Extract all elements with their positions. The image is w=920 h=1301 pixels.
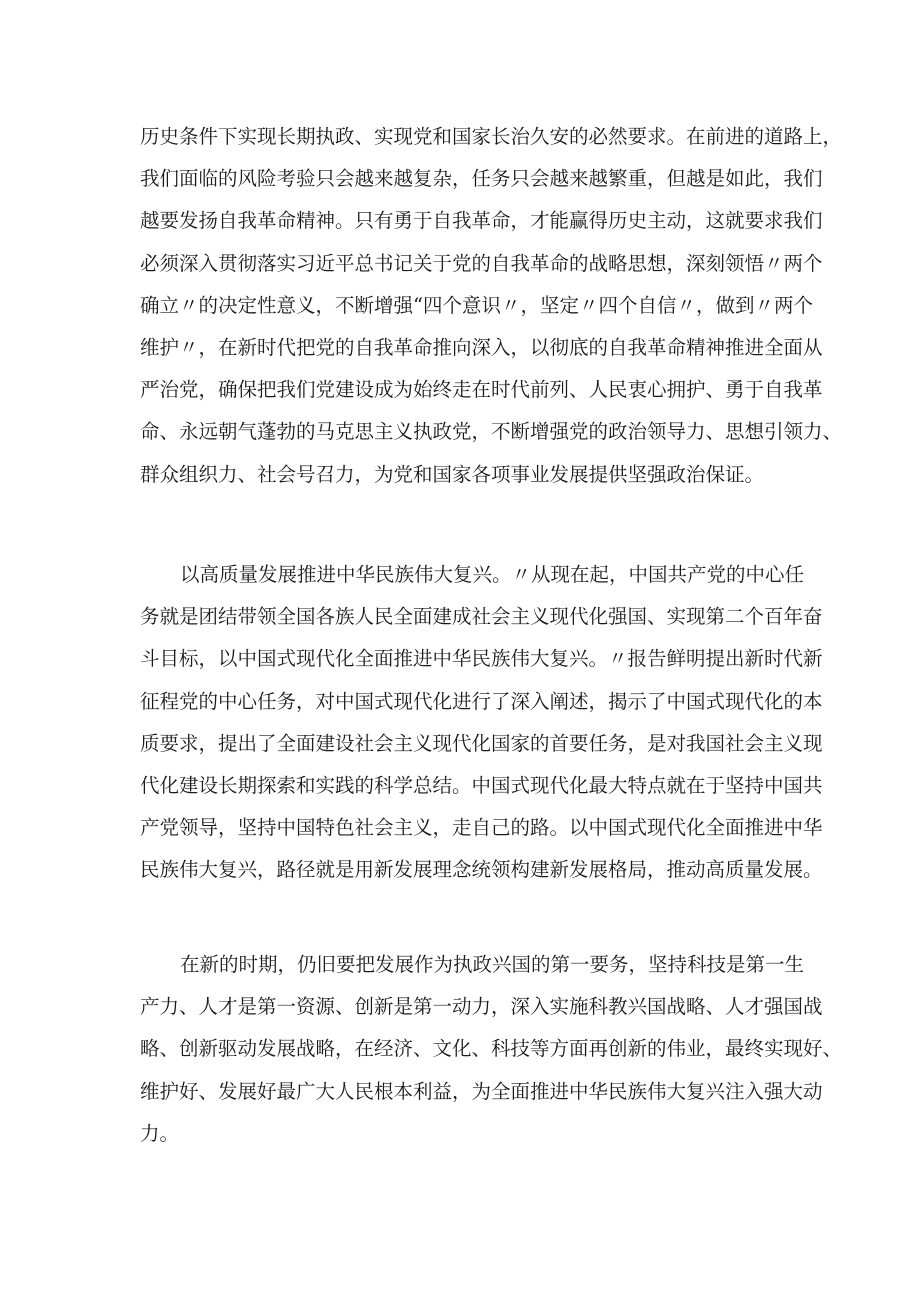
paragraph-line: 以高质量发展推进中华民族伟大复兴。〃从现在起，中国共产党的中心任 (180, 563, 805, 586)
paragraph-1 (140, 116, 843, 496)
paragraph-line: 维护〃，在新时代把党的自我革命推向深入，以彻底的自我革命精神推进全面从 (140, 335, 823, 359)
paragraph-line: 必须深入贯彻落实习近平总书记关于党的自我革命的战略思想，深刻领悟〃两个 (140, 251, 823, 275)
paragraph-line: 历史条件下实现长期执政、实现党和国家长治久安的必然要求。在前进的道路上， (140, 125, 843, 148)
paragraph-line: 在新的时期，仍旧要把发展作为执政兴国的第一要务，坚持科技是第一生 (180, 953, 805, 976)
paragraph-line: 务就是团结带领全国各族人民全面建成社会主义现代化强国、实现第二个百年奋 (140, 605, 823, 629)
paragraph-line: 我们面临的风险考验只会越来越复杂，任务只会越来越繁重，但越是如此，我们 (140, 167, 823, 191)
paragraph-line: 越要发扬自我革命精神。只有勇于自我革命，才能赢得历史主动，这就要求我们 (140, 209, 823, 233)
paragraph-line: 征程党的中心任务，对中国式现代化进行了深入阐述，揭示了中国式现代化的本 (140, 689, 823, 713)
paragraph-line: 产党领导，坚持中国特色社会主义，走自己的路。以中国式现代化全面推进中华 (140, 816, 823, 840)
paragraph-line: 产力、人才是第一资源、创新是第一动力，深入实施科教兴国战略、人才强国战 (140, 995, 823, 1019)
paragraph-line: 质要求，提出了全面建设社会主义现代化国家的首要任务，是对我国社会主义现 (140, 731, 823, 755)
paragraph-3 (140, 944, 843, 1155)
paragraph-line: 确立〃的决定性意义，不断增强“四个意识〃，坚定〃四个自信〃，做到〃两个 (140, 293, 813, 317)
paragraph-line: 代化建设长期探索和实践的科学总结。中国式现代化最大特点就在于坚持中国共 (140, 773, 823, 797)
paragraph-line: 维护好、发展好最广大人民根本利益，为全面推进中华民族伟大复兴注入强大动 (140, 1079, 823, 1103)
paragraph-2 (140, 554, 823, 892)
paragraph-line: 斗目标，以中国式现代化全面推进中华民族伟大复兴。〃报告鲜明提出新时代新 (140, 647, 823, 671)
paragraph-line: 民族伟大复兴，路径就是用新发展理念统领构建新发展格局，推动高质量发展。 (140, 858, 823, 882)
paragraph-line: 略、创新驱动发展战略，在经济、文化、科技等方面再创新的伟业，最终实现好、 (140, 1037, 843, 1061)
paragraph-line: 力。 (140, 1121, 180, 1145)
paragraph-line: 命、永远朝气蓬勃的马克思主义执政党，不断增强党的政治领导力、思想引领力、 (140, 420, 843, 444)
paragraph-line: 群众组织力、社会号召力，为党和国家各项事业发展提供坚强政治保证。 (140, 462, 765, 486)
paragraph-line: 严治党，确保把我们党建设成为始终走在时代前列、人民衷心拥护、勇于自我革 (140, 378, 823, 402)
